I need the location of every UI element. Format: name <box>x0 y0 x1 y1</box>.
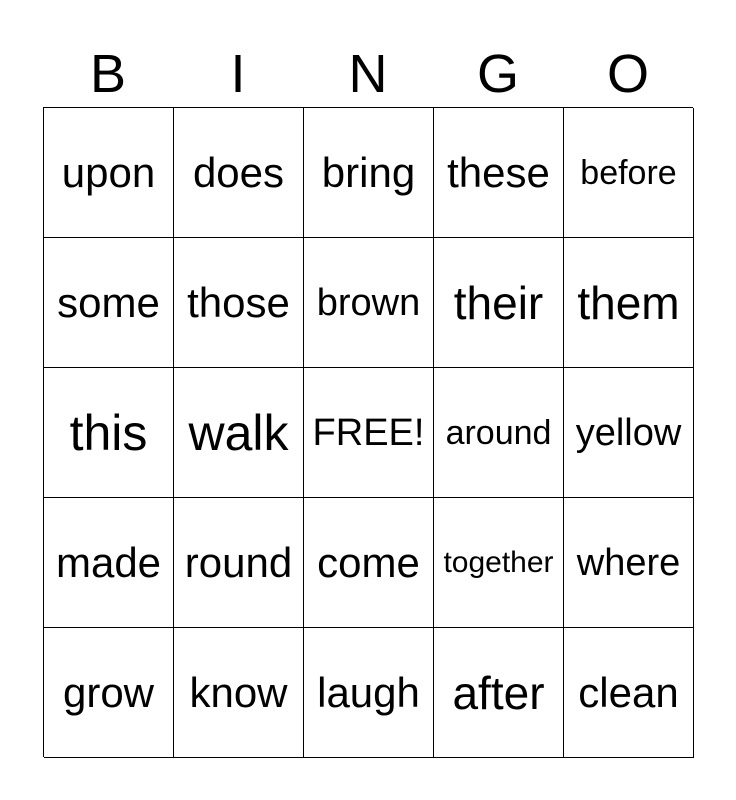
bingo-cell[interactable]: made <box>44 498 174 628</box>
bingo-cell[interactable]: know <box>174 628 304 758</box>
bingo-cell[interactable]: some <box>44 238 174 368</box>
bingo-cell[interactable]: together <box>434 498 564 628</box>
header-letter-g: G <box>476 44 519 104</box>
bingo-cell[interactable]: grow <box>44 628 174 758</box>
free-space-cell[interactable]: FREE! <box>304 368 434 498</box>
header-letter-i: I <box>230 44 246 104</box>
bingo-cell[interactable]: clean <box>564 628 694 758</box>
bingo-cell[interactable]: where <box>564 498 694 628</box>
bingo-cell[interactable]: those <box>174 238 304 368</box>
bingo-card <box>43 107 693 757</box>
bingo-cell[interactable]: before <box>564 108 694 238</box>
bingo-header <box>43 40 693 108</box>
bingo-cell[interactable]: their <box>434 238 564 368</box>
bingo-cell[interactable]: brown <box>304 238 434 368</box>
header-letter-o: O <box>606 44 649 104</box>
bingo-cell[interactable]: bring <box>304 108 434 238</box>
bingo-cell[interactable]: laugh <box>304 628 434 758</box>
bingo-cell[interactable]: this <box>44 368 174 498</box>
bingo-cell[interactable]: yellow <box>564 368 694 498</box>
bingo-cell[interactable]: around <box>434 368 564 498</box>
bingo-cell[interactable]: these <box>434 108 564 238</box>
header-letter-n: N <box>348 44 388 104</box>
header-letter-b: B <box>89 44 127 104</box>
bingo-cell[interactable]: does <box>174 108 304 238</box>
bingo-cell[interactable]: round <box>174 498 304 628</box>
bingo-cell[interactable]: after <box>434 628 564 758</box>
bingo-cell[interactable]: come <box>304 498 434 628</box>
bingo-cell[interactable]: upon <box>44 108 174 238</box>
bingo-cell[interactable]: them <box>564 238 694 368</box>
bingo-cell[interactable]: walk <box>174 368 304 498</box>
